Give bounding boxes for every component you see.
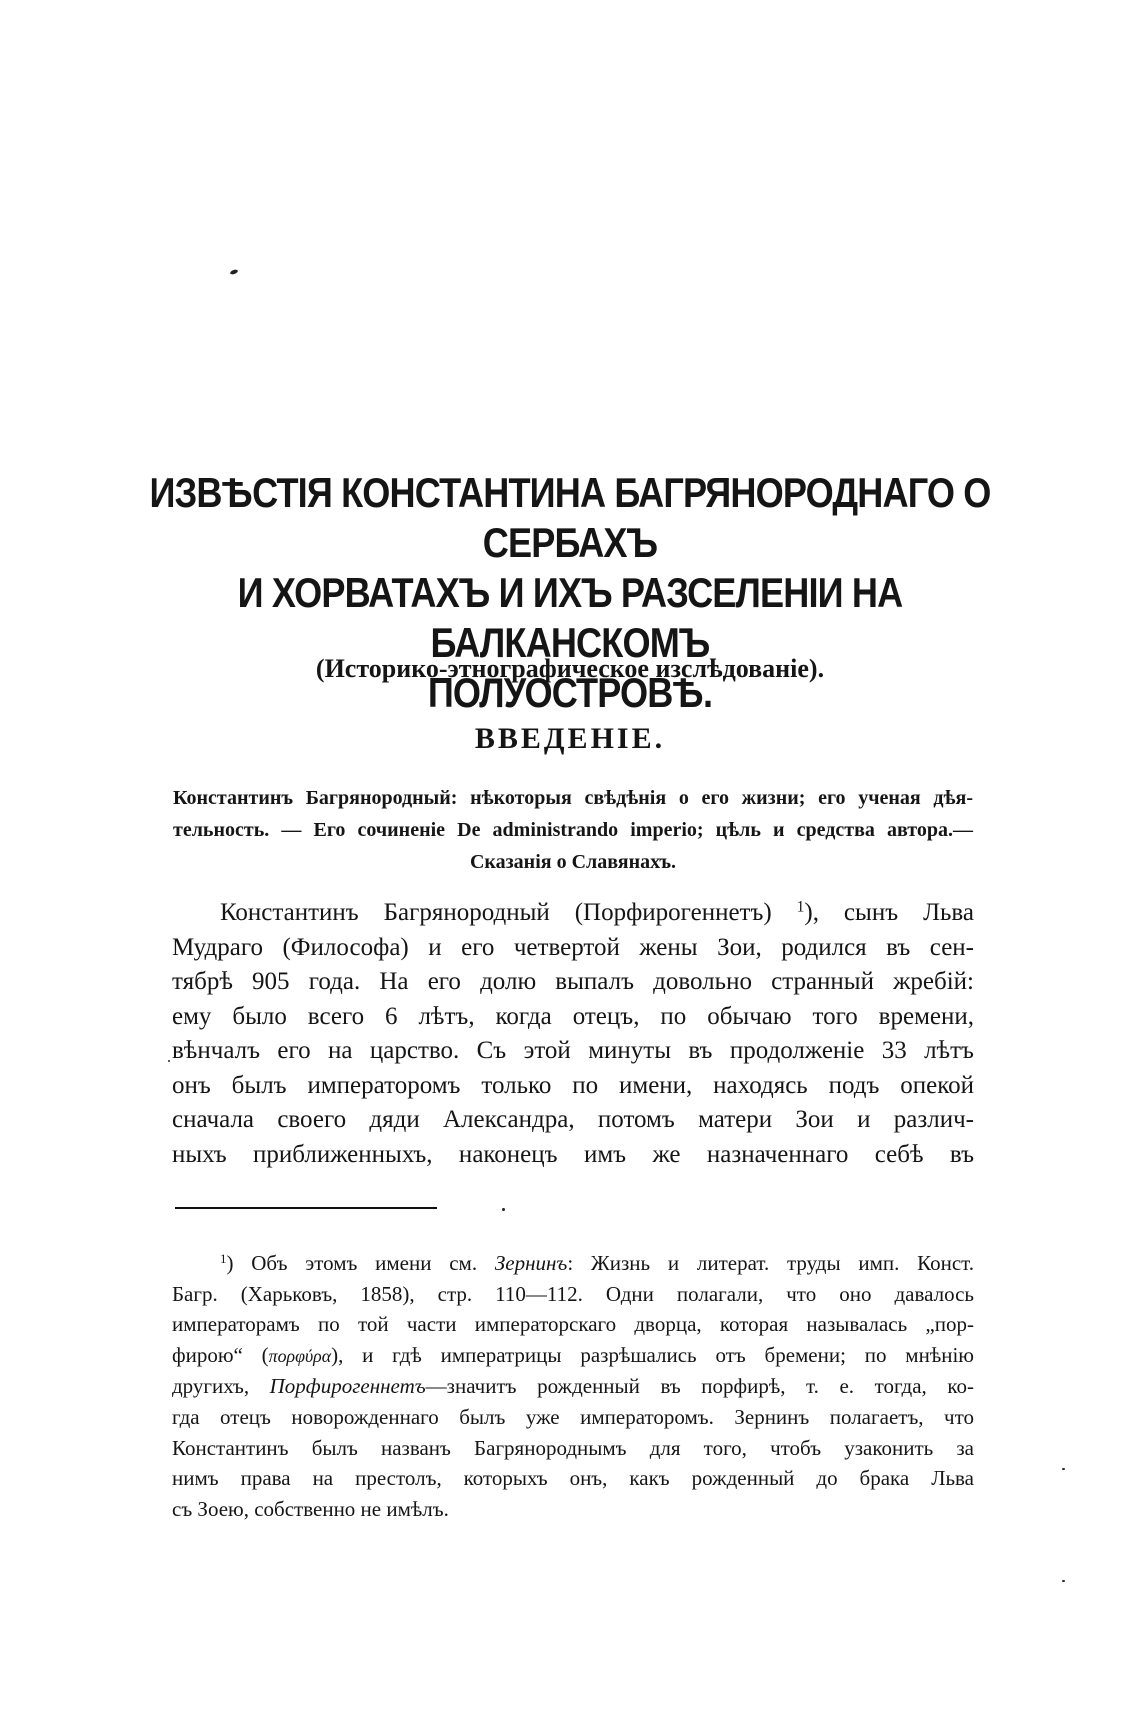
- footnote-line: [172, 1371, 974, 1402]
- footnote: [172, 1248, 974, 1524]
- body-paragraph: [172, 896, 974, 1172]
- footnote-line: съ Зоею, собственно не имѣлъ.: [172, 1496, 449, 1521]
- footnote-marker: 1: [220, 1250, 227, 1266]
- body-text-fragment: Константинъ Багрянородный (Порфирогеннетъ): [220, 899, 797, 926]
- footnote-fragment: —значитъ рожденный въ порфирѣ, т. е. тогда, ко-: [425, 1374, 974, 1399]
- footnote-fragment: ), и гдѣ императрицы разрѣшались отъ бремени; по мнѣнію: [331, 1342, 974, 1367]
- summary-line: Константинъ Багрянородный: нѣкоторыя свѣдѣнія о его жизни; его ученая дѣя-: [173, 787, 973, 809]
- footnote-divider: [175, 1207, 437, 1209]
- title-line: И ХОРВАТАХЪ И ИХЪ РАЗСЕЛЕНІИ НА БАЛКАНСКОМЪ: [237, 569, 903, 666]
- summary-line: тельность. — Его сочиненіе De administrando imperio; цѣль и средства автора.—: [173, 819, 973, 841]
- title-line: ИЗВѢСТІЯ КОНСТАНТИНА БАГРЯНОРОДНАГО О СЕРБАХЪ: [149, 469, 991, 566]
- body-line: Мудраго (Философа) и его четвертой жены Зои, родился въ сен-: [172, 933, 974, 961]
- footnote-reference: 1: [796, 898, 805, 916]
- footnote-fragment: : Жизнь и литерат. труды имп. Конст.: [567, 1251, 974, 1275]
- footnote-line: [172, 1248, 974, 1279]
- footnote-line: Багр. (Харьковъ, 1858), стр. 110—112. Одни полагали, что оно давалось: [172, 1281, 974, 1306]
- section-heading: ВВЕДЕНІЕ.: [474, 722, 666, 755]
- scan-speck: [168, 1060, 170, 1062]
- summary-line: Сказанія о Славянахъ.: [469, 851, 677, 873]
- footnote-line: гда отецъ новорожденнаго былъ уже императоромъ. Зернинъ полагаетъ, что: [172, 1404, 974, 1429]
- footnote-line: [172, 1340, 974, 1372]
- body-line: вѣнчалъ его на царство. Съ этой минуты въ продолженіе 33 лѣтъ: [172, 1037, 974, 1064]
- section-summary: [173, 782, 973, 878]
- scan-speck: [1062, 1468, 1065, 1470]
- footnote-line: императорамъ по той части императорскаго дворца, которая называлась „пор-: [172, 1312, 974, 1337]
- body-line: ныхъ приближенныхъ, наконецъ имъ же назначеннаго себѣ въ: [172, 1140, 974, 1168]
- footnote-line: нимъ права на престолъ, которыхъ онъ, какъ рожденный до брака Льва: [172, 1466, 974, 1491]
- footnote-fragment: фирою“ (: [172, 1342, 269, 1367]
- body-line: тябрѣ 905 года. На его долю выпалъ довольно странный жребій:: [172, 968, 974, 995]
- body-line: [172, 896, 974, 931]
- body-line: сначала своего дяди Александра, потомъ матери Зои и различ-: [172, 1106, 974, 1133]
- body-line: ему было всего 6 лѣтъ, когда отецъ, по обычаю того времени,: [172, 1002, 974, 1030]
- scan-speck: [1062, 1580, 1065, 1582]
- footnote-fragment: ) Объ этомъ имени см.: [226, 1251, 495, 1275]
- scan-speck: [230, 269, 239, 275]
- footnote-fragment: другихъ,: [172, 1374, 270, 1399]
- footnote-term: Порфирогеннетъ: [269, 1374, 426, 1399]
- title-line: ПОЛУОСТРОВѢ.: [427, 669, 713, 716]
- body-line: онъ былъ императоромъ только по имени, находясь подъ опекой: [172, 1071, 974, 1099]
- body-text-fragment: ), сынъ Льва: [804, 899, 974, 926]
- footnote-line: Константинъ былъ названъ Багрянороднымъ для того, чтобъ узаконить за: [172, 1435, 974, 1460]
- footnote-author: Зернинъ: [494, 1251, 568, 1275]
- scan-speck: [502, 1208, 505, 1211]
- footnote-greek-term: πορφύρα: [268, 1345, 332, 1366]
- article-subtitle: (Историко-этнографическое изслѣдованіе).: [315, 654, 825, 683]
